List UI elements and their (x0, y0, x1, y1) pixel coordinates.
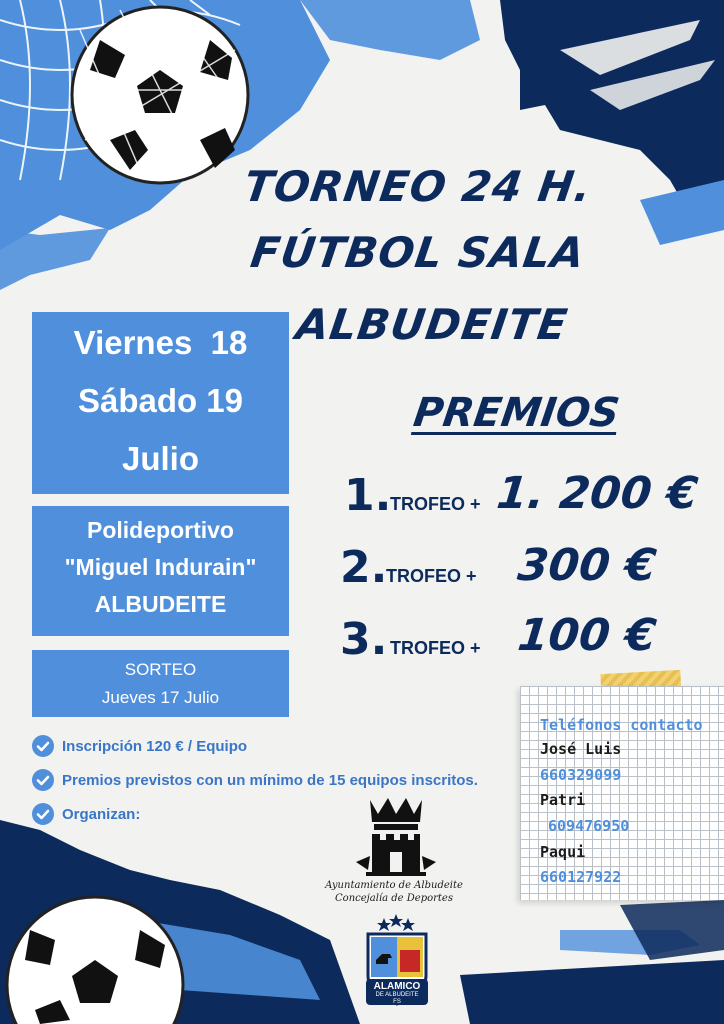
contact-1-name: José Luis (540, 740, 622, 758)
prize-3-rank: 3. (340, 614, 388, 665)
date-saturday: Sábado 19 (77, 382, 244, 419)
prize-3-amount: 100 € (515, 610, 659, 661)
draw-date: Jueves 17 Julio (101, 688, 220, 707)
venue-stadium: "Miguel Indurain" (64, 554, 257, 580)
prize-1-amount: 1. 200 € (494, 468, 701, 519)
prize-1-trophy: TROFEO + (390, 494, 481, 514)
concejalia-label: Concejalía de Deportes (335, 893, 453, 904)
title-line-2: FÚTBOL SALA (247, 228, 589, 277)
date-month: Julio (121, 440, 199, 477)
contact-3-phone: 660127922 (540, 868, 622, 886)
venue-name: Polideportivo (87, 517, 234, 543)
prize-2-trophy: TROFEO + (386, 566, 477, 586)
contact-3-name: Paqui (540, 843, 586, 861)
prize-1-rank: 1. (344, 470, 392, 521)
title-line-1: TORNEO 24 H. (241, 162, 595, 211)
club-name-fs: FS (393, 999, 401, 1005)
contact-2-phone: 609476950 (548, 817, 630, 835)
prize-2-rank: 2. (340, 542, 388, 593)
ayuntamiento-label: Ayuntamiento de Albudeite (325, 880, 463, 891)
venue-town: ALBUDEITE (94, 591, 227, 617)
prize-2-amount: 300 € (515, 540, 659, 591)
info-registration-text: Inscripción 120 € / Equipo (62, 737, 248, 755)
title-line-3: ALBUDEITE (293, 300, 571, 349)
prizes-heading: PREMIOS (410, 390, 623, 436)
prize-3-trophy: TROFEO + (390, 638, 481, 658)
contact-1-phone: 660329099 (540, 766, 622, 784)
club-name-sub: DE ALBUDEITE (375, 992, 419, 998)
draw-label: SORTEO (124, 660, 197, 679)
info-organizers-text: Organizan: (62, 805, 141, 823)
club-name (366, 979, 428, 1005)
club-name-main: ALAMICO (373, 981, 421, 992)
info-prizes-note-text: Premios previstos con un mínimo de 15 equipos inscritos. (62, 771, 478, 789)
date-friday: Viernes 18 (73, 324, 248, 361)
contacts-heading: Teléfonos contacto (540, 716, 703, 734)
contact-2-name: Patri (540, 791, 586, 809)
